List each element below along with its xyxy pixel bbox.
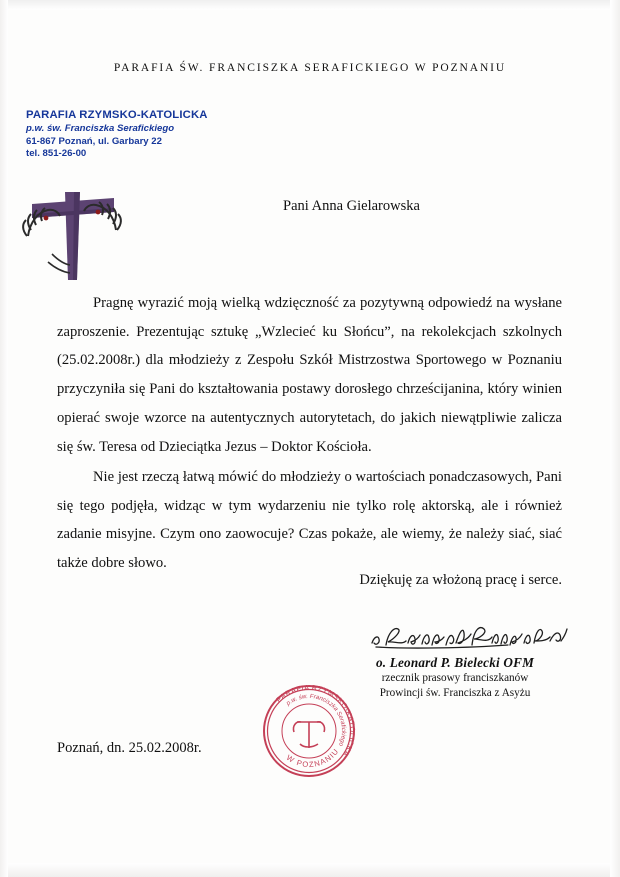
paragraph-1-text: Pragnę wyrazić moją wielką wdzięczność za pozytywną odpowiedź na wysłane zaproszenie. Prezentując sztukę „Wzlecieć ku Słońcu”, na rekolekcjach szkolnych (25.02.2008r.) dla młodzieży z Zespołu Szkół Mistrzostwa Sportowego w Poznaniu przyczyniła się Pani do kształtowania postawy dorosłego chrześcijanina, który winien opierać swoje wzorce na autentycznych autorytetach, do jakich niewątpliwie zalicza się św. Teresa od Dzieciątka Jezus – Doktor Kościoła. — [57, 295, 562, 455]
scan-edge-top — [0, 0, 620, 10]
paragraph-2-text: Nie jest rzeczą łatwą mówić do młodzieży o wartościach ponadczasowych, Pani się tego podjęła, widząc w tym wydarzeniu nie tylko rolę aktorską, ale i również zadanie misyjne. Czym ono zaowocuje? Czas pokaże, ale wiemy, że należy siać, siać także dobre słowo. — [57, 469, 562, 572]
letterhead — [26, 108, 256, 161]
scan-edge-left — [0, 0, 8, 877]
letter-paragraph-1 — [57, 289, 562, 461]
handwritten-signature — [368, 623, 568, 653]
closing-line: Dziękuję za włożoną pracę i serce. — [359, 572, 562, 588]
cross-with-hands-icon — [18, 168, 130, 284]
signature-name: o. Leonard P. Bielecki OFM — [375, 655, 535, 670]
svg-text:PARAFIA RZYMSKO-KATOLICKA: PARAFIA RZYMSKO-KATOLICKA — [274, 682, 358, 759]
letterhead-parish-name: PARAFIA RZYMSKO-KATOLICKA — [26, 109, 208, 121]
svg-text:p.w. św. Franciszka Serafickie: p.w. św. Franciszka Serafickiego — [284, 692, 348, 748]
addressee: Pani Anna Gielarowska — [283, 198, 420, 214]
svg-text:W POZNANIU: W POZNANIU — [284, 746, 341, 770]
signature-block — [330, 655, 580, 701]
place-and-date: Poznań, dn. 25.02.2008r. — [57, 740, 202, 756]
letter-paragraph-2 — [57, 463, 562, 578]
page-title: PARAFIA ŚW. FRANCISZKA SERAFICKIEGO W POZNANIU — [113, 62, 507, 74]
scan-edge-bottom — [0, 863, 620, 877]
signature-role-line-1: rzecznik prasowy franciszkanów — [381, 672, 529, 684]
letterhead-address: 61-867 Poznań, ul. Garbary 22 — [26, 135, 162, 147]
scan-edge-right — [610, 0, 620, 877]
signature-role-line-2: Prowincji św. Franciszka z Asyżu — [379, 687, 531, 700]
letterhead-phone: tel. 851-26-00 — [26, 148, 87, 160]
letterhead-patron: p.w. św. Franciszka Serafickiego — [26, 122, 175, 134]
official-round-stamp — [256, 678, 362, 784]
